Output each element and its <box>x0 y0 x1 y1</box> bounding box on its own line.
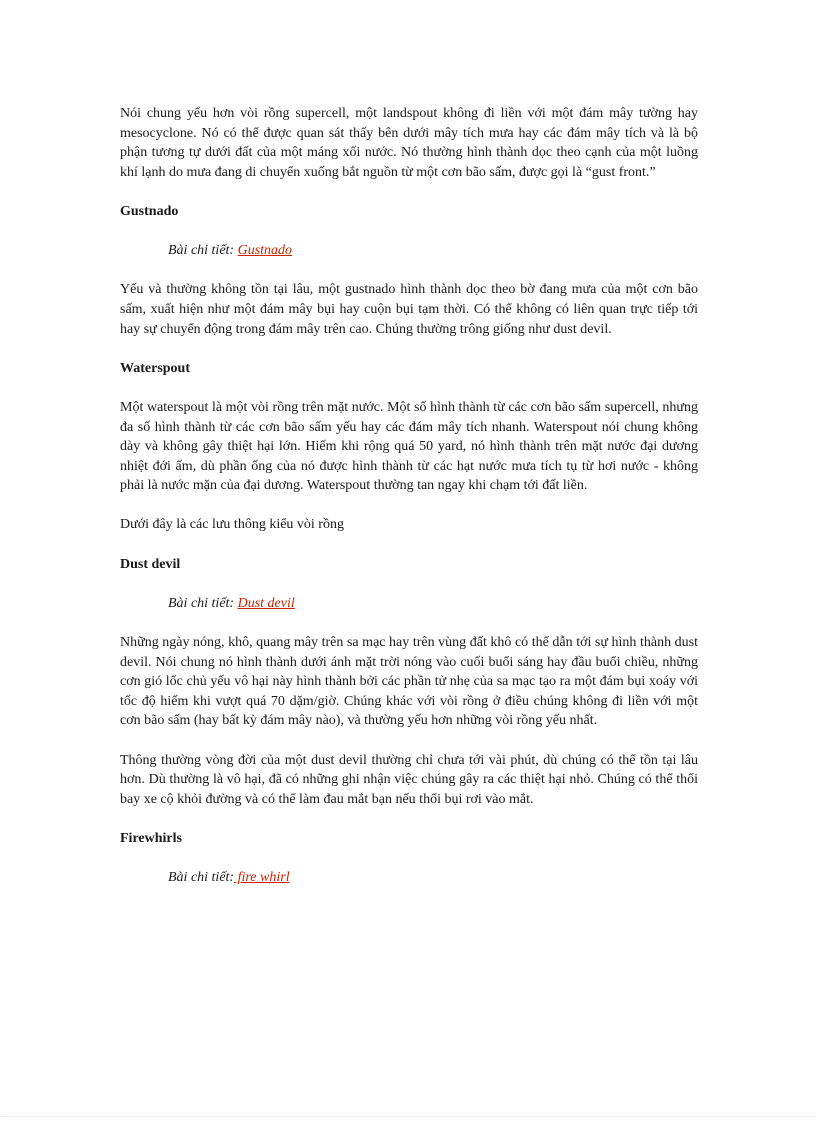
heading-gustnado: Gustnado <box>120 203 179 219</box>
document-body <box>120 104 698 907</box>
detail-line-firewhirls <box>168 868 698 888</box>
detail-label: Bài chi tiết: <box>168 870 235 886</box>
heading-waterspout: Waterspout <box>120 360 190 376</box>
detail-line-gustnado <box>168 241 698 261</box>
waterspout-paragraph: Một waterspout là một vòi rồng trên mặt nước. Một số hình thành từ các cơn bão sấm supercell, nhưng đa số hình thành từ các cơn bão sấm yếu hay các đám mây tích nhanh. Waterspout nói chung không dày và không gây thiệt hại lớn. Hiếm khi rộng quá 50 yard, nó hình thành trên mặt nước đại dương nhiệt đới ấm, dù phần ống của nó được hình thành từ các hạt nước mưa tích tụ từ hơi nước - không phải là nước mặn của đại dương. Waterspout thường tan ngay khi chạm tới đất liền. <box>120 399 698 494</box>
dust-devil-paragraph-1: Những ngày nóng, khô, quang mây trên sa mạc hay trên vùng đất khô có thể dẫn tới sự hình thành dust devil. Nói chung nó hình thành dưới ánh mặt trời nóng vào cuối buổi sáng hay đầu buổi chiều, những cơn gió lốc chủ yếu vô hại này hình thành bởi các phần tử nhẹ của sa mạc tạo ra một đám bụi xoáy với tốc độ hiếm khi vượt quá 70 dặm/giờ. Chúng khác với vòi rồng ở điều chúng không đi liền với một cơn bão sấm (hay bất kỳ đám mây nào), và thường yếu hơn những vòi rồng yếu nhất. <box>120 635 698 729</box>
link-gustnado[interactable]: Gustnado <box>237 243 293 259</box>
gustnado-paragraph: Yếu và thường không tồn tại lâu, một gustnado hình thành dọc theo bờ đang mưa của một cơn bão sấm, xuất hiện như một đám mây bụi hay cuộn bụi tạm thời. Có thể không có liên quan trực tiếp tới hay sự chuyển động trong đám mây trên cao. Chúng thường trông giống như dust devil. <box>120 282 698 337</box>
dust-devil-paragraph-2: Thông thường vòng đời của một dust devil thường chỉ chưa tới vài phút, dù chúng có thể tồn tại lâu hơn. Dù thường là vô hại, đã có những ghi nhận việc chúng gây ra các thiệt hại nhỏ. Chúng có thể thổi bay xe cộ khỏi đường và có thể làm đau mắt bạn nếu thổi bụi rơi vào mắt. <box>120 752 698 807</box>
heading-firewhirls: Firewhirls <box>120 830 182 846</box>
detail-line-dust-devil <box>168 594 698 614</box>
detail-label: Bài chi tiết: <box>168 595 235 611</box>
heading-dust-devil: Dust devil <box>120 556 181 572</box>
detail-label: Bài chi tiết: <box>168 243 235 259</box>
page-bottom-divider <box>0 1116 816 1117</box>
link-dust-devil[interactable]: Dust devil <box>237 595 295 611</box>
intro-paragraph: Nói chung yếu hơn vòi rồng supercell, một landspout không đi liền với một đám mây tường hay mesocyclone. Nó có thể được quan sát thấy bên dưới mây tích mưa hay các đám mây tích và là bộ phận tương tự dưới đất của một máng xối nước. Nó thường hình thành dọc theo cạnh của một luồng khí lạnh do mưa đang di chuyển xuống bắt nguồn từ một cơn bão sấm, được gọi là “gust front.” <box>120 106 698 180</box>
link-fire-whirl[interactable]: fire whirl <box>234 870 290 886</box>
circulation-note: Dưới đây là các lưu thông kiểu vòi rồng <box>120 517 344 533</box>
